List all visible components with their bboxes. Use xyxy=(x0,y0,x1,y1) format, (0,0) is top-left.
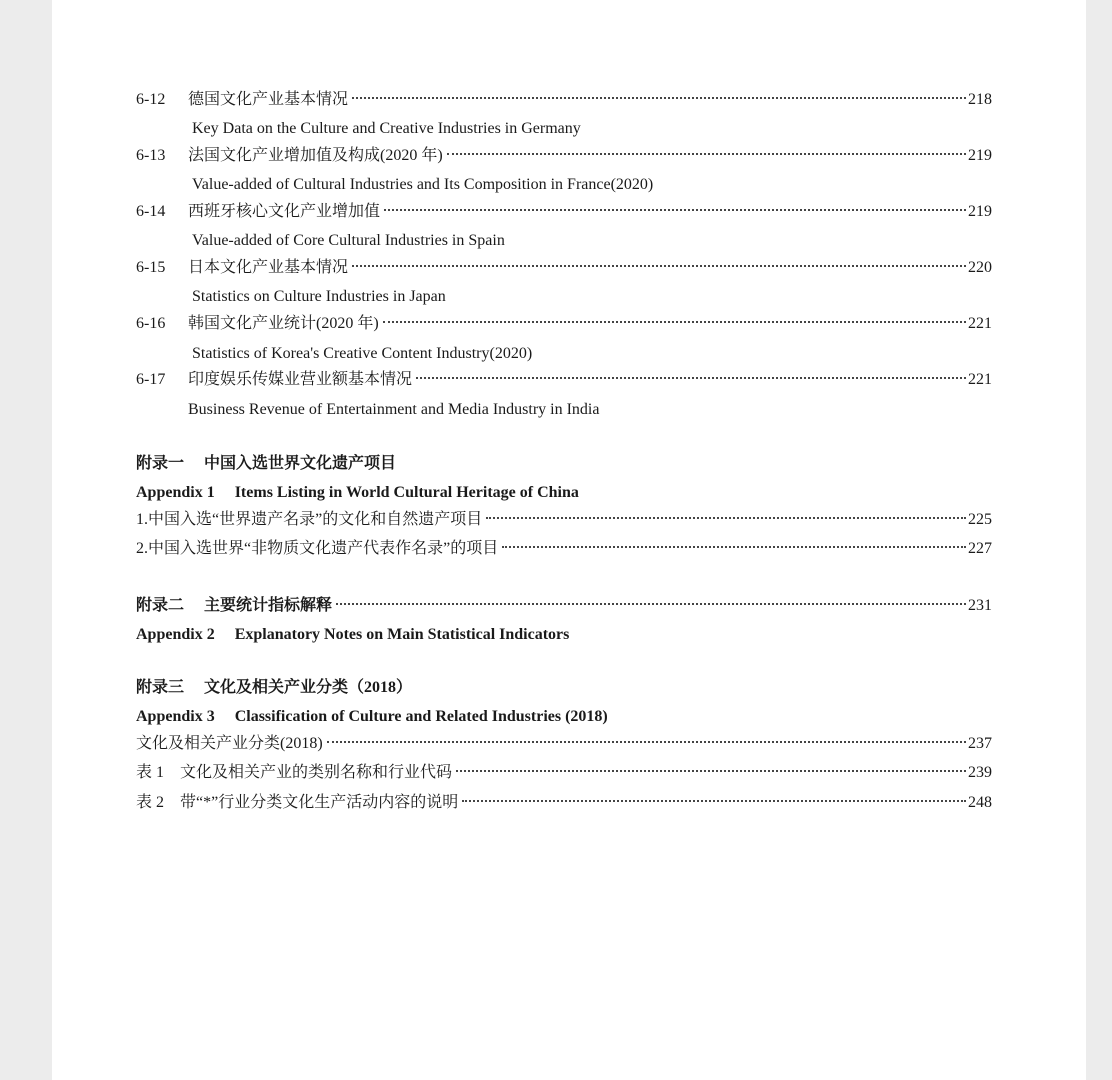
appendix-label: Appendix 2 xyxy=(136,626,215,643)
entry-title-en: Key Data on the Culture and Creative Industries in Germany xyxy=(192,120,581,137)
entry-number: 6-14 xyxy=(136,203,166,220)
toc-entry-appendix-3-item-3[interactable] xyxy=(136,791,992,815)
dot-leader xyxy=(447,153,966,155)
toc-entry-6-12[interactable] xyxy=(136,88,992,112)
entry-title-cn: 法国文化产业增加值及构成(2020 年) xyxy=(188,147,443,164)
appendix-title: Items Listing in World Cultural Heritage of China xyxy=(234,484,579,501)
appendix-label: Appendix 1 xyxy=(136,484,215,501)
table-of-contents xyxy=(52,0,1086,1080)
entry-page: 248 xyxy=(968,794,992,811)
entry-title-en: Value-added of Cultural Industries and Its Composition in France(2020) xyxy=(192,176,654,193)
appendix-title: Classification of Culture and Related Industries (2018) xyxy=(234,708,608,725)
entry-page: 227 xyxy=(968,540,992,557)
toc-entry-appendix-2[interactable] xyxy=(136,594,992,618)
entry-page: 237 xyxy=(968,735,992,752)
toc-entry-6-17[interactable] xyxy=(136,368,992,392)
entry-page: 221 xyxy=(968,315,992,332)
entry-title-en: Business Revenue of Entertainment and Media Industry in India xyxy=(188,401,600,418)
entry-title-cn: 表 2 带“*”行业分类文化生产活动内容的说明 xyxy=(136,794,459,811)
appendix-label: Appendix 3 xyxy=(136,708,215,725)
appendix-3-heading-en xyxy=(136,705,608,729)
toc-entry-appendix-1-item-2[interactable] xyxy=(136,537,992,561)
appendix-title: Explanatory Notes on Main Statistical Indicators xyxy=(234,626,570,643)
entry-number: 6-15 xyxy=(136,259,166,276)
entry-page: 225 xyxy=(968,511,992,528)
appendix-title: 中国入选世界文化遗产项目 xyxy=(204,455,397,472)
entry-page: 231 xyxy=(968,597,992,614)
entry-title-cn: 文化及相关产业分类(2018) xyxy=(136,735,323,752)
entry-page: 221 xyxy=(968,371,992,388)
entry-title-cn: 表 1 文化及相关产业的类别名称和行业代码 xyxy=(136,764,453,781)
dot-leader xyxy=(383,321,966,323)
entry-title-cn: 德国文化产业基本情况 xyxy=(188,91,349,108)
toc-entry-appendix-1-item-1[interactable] xyxy=(136,508,992,532)
appendix-label: 附录三 xyxy=(136,679,185,696)
appendix-title: 文化及相关产业分类（2018） xyxy=(204,679,413,696)
toc-entry-6-16[interactable] xyxy=(136,312,992,336)
dot-leader xyxy=(352,265,966,267)
dot-leader xyxy=(486,517,966,519)
appendix-label: 附录一 xyxy=(136,455,185,472)
appendix-1-heading-cn xyxy=(136,452,396,476)
entry-title-cn: 印度娱乐传媒业营业额基本情况 xyxy=(188,371,413,388)
appendix-label: 附录二 xyxy=(136,597,185,614)
entry-title-en: Statistics on Culture Industries in Japan xyxy=(192,288,446,305)
dot-leader xyxy=(352,97,966,99)
appendix-title: 主要统计指标解释 xyxy=(204,597,333,614)
entry-title-cn: 日本文化产业基本情况 xyxy=(188,259,349,276)
entry-page: 218 xyxy=(968,91,992,108)
entry-page: 219 xyxy=(968,203,992,220)
entry-title-cn: 西班牙核心文化产业增加值 xyxy=(188,203,381,220)
toc-entry-6-13[interactable] xyxy=(136,144,992,168)
entry-number: 6-13 xyxy=(136,147,166,164)
appendix-3-heading-cn xyxy=(136,676,412,700)
entry-title-en: Statistics of Korea's Creative Content Industry(2020) xyxy=(192,345,533,362)
toc-entry-6-15[interactable] xyxy=(136,256,992,280)
document-page xyxy=(52,0,1086,1080)
entry-number: 6-16 xyxy=(136,315,166,332)
dot-leader xyxy=(462,800,966,802)
dot-leader xyxy=(384,209,966,211)
toc-entry-6-14[interactable] xyxy=(136,200,992,224)
entry-page: 219 xyxy=(968,147,992,164)
appendix-1-heading-en xyxy=(136,481,579,505)
entry-number: 6-12 xyxy=(136,91,166,108)
entry-title-cn: 1.中国入选“世界遗产名录”的文化和自然遗产项目 xyxy=(136,511,483,528)
entry-page: 239 xyxy=(968,764,992,781)
entry-title-cn: 2.中国入选世界“非物质文化遗产代表作名录”的项目 xyxy=(136,540,499,557)
toc-entry-appendix-3-item-1[interactable] xyxy=(136,732,992,756)
dot-leader xyxy=(336,603,966,605)
dot-leader xyxy=(502,546,966,548)
dot-leader xyxy=(327,741,966,743)
entry-title-en: Value-added of Core Cultural Industries in Spain xyxy=(192,232,505,249)
appendix-2-heading-en xyxy=(136,623,569,647)
entry-title-cn: 韩国文化产业统计(2020 年) xyxy=(188,315,379,332)
entry-number: 6-17 xyxy=(136,371,166,388)
dot-leader xyxy=(456,770,966,772)
dot-leader xyxy=(416,377,966,379)
toc-entry-appendix-3-item-2[interactable] xyxy=(136,761,992,785)
entry-page: 220 xyxy=(968,259,992,276)
